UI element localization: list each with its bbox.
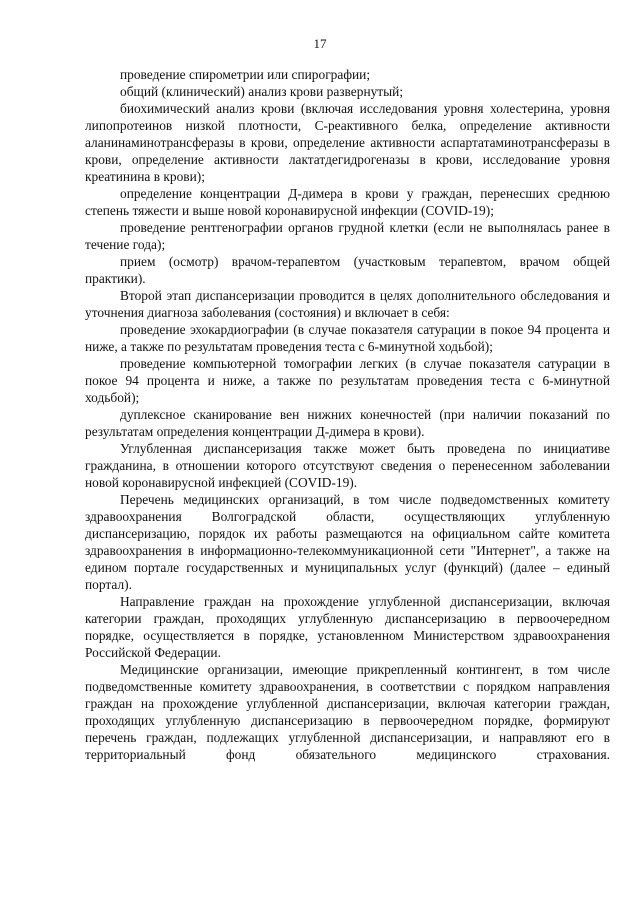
paragraph: дуплексное сканирование вен нижних конечностей (при наличии показаний по результатам определения концентрации Д-димера в крови).	[85, 407, 610, 439]
paragraph: Направление граждан на прохождение углубленной диспансеризации, включая категории граждан, проходящих углубленную диспансеризацию в первоочередном порядке, осуществляется в порядке, установленном Министерством здравоохранения Российской Федерации.	[85, 594, 610, 660]
paragraph: Медицинские организации, имеющие прикрепленный контингент, в том числе подведомственные комитету здравоохранения, в соответствии с порядком направления граждан на прохождение углубленной диспансеризации, включая категории граждан, проходящих углубленную диспансеризацию в первоочередном порядке, формируют перечень граждан, подлежащих углубленной диспансеризации, и направляют его в территориальный фонд обязательного медицинского страхования.	[85, 662, 610, 762]
paragraph: общий (клинический) анализ крови развернутый;	[120, 84, 404, 99]
document-body	[85, 66, 610, 763]
paragraph: Второй этап диспансеризации проводится в целях дополнительного обследования и уточнения диагноза заболевания (состояния) и включает в себя:	[85, 288, 610, 320]
paragraph: проведение рентгенографии органов грудной клетки (если не выполнялась ранее в течение года);	[85, 220, 610, 252]
paragraph: прием (осмотр) врачом-терапевтом (участковым терапевтом, врачом общей практики).	[85, 254, 610, 286]
paragraph: проведение спирометрии или спирографии;	[120, 67, 371, 82]
paragraph: определение концентрации Д-димера в крови у граждан, перенесших среднюю степень тяжести и выше новой коронавирусной инфекции (COVID-19);	[85, 186, 610, 218]
paragraph: Углубленная диспансеризация также может быть проведена по инициативе гражданина, в отношении которого отсутствуют сведения о перенесенном заболевании новой коронавирусной инфекцией (COVID-19).	[85, 441, 610, 490]
page-number: 17	[313, 36, 327, 51]
paragraph: Перечень медицинских организаций, в том числе подведомственных комитету здравоохранения Волгоградской области, осуществляющих углубленную диспансеризацию, порядок их работы размещаются на официальном сайте комитета здравоохранения в информационно-телекоммуникационной сети "Интернет", а также на едином портале государственных и муниципальных услуг (функций) (далее – единый портал).	[85, 492, 610, 592]
paragraph: биохимический анализ крови (включая исследования уровня холестерина, уровня липопротеинов низкой плотности, С-реактивного белка, определение активности аланинаминотрансферазы в крови, определение активности аспартатаминотрансферазы в крови, определение активности лактатдегидрогеназы в крови, исследование уровня креатинина в крови);	[85, 101, 610, 184]
paragraph: проведение компьютерной томографии легких (в случае показателя сатурации в покое 94 процента и ниже, а также по результатам проведения теста с 6-минутной ходьбой);	[85, 356, 610, 405]
paragraph: проведение эхокардиографии (в случае показателя сатурации в покое 94 процента и ниже, а также по результатам проведения теста с 6-минутной ходьбой);	[85, 322, 610, 354]
